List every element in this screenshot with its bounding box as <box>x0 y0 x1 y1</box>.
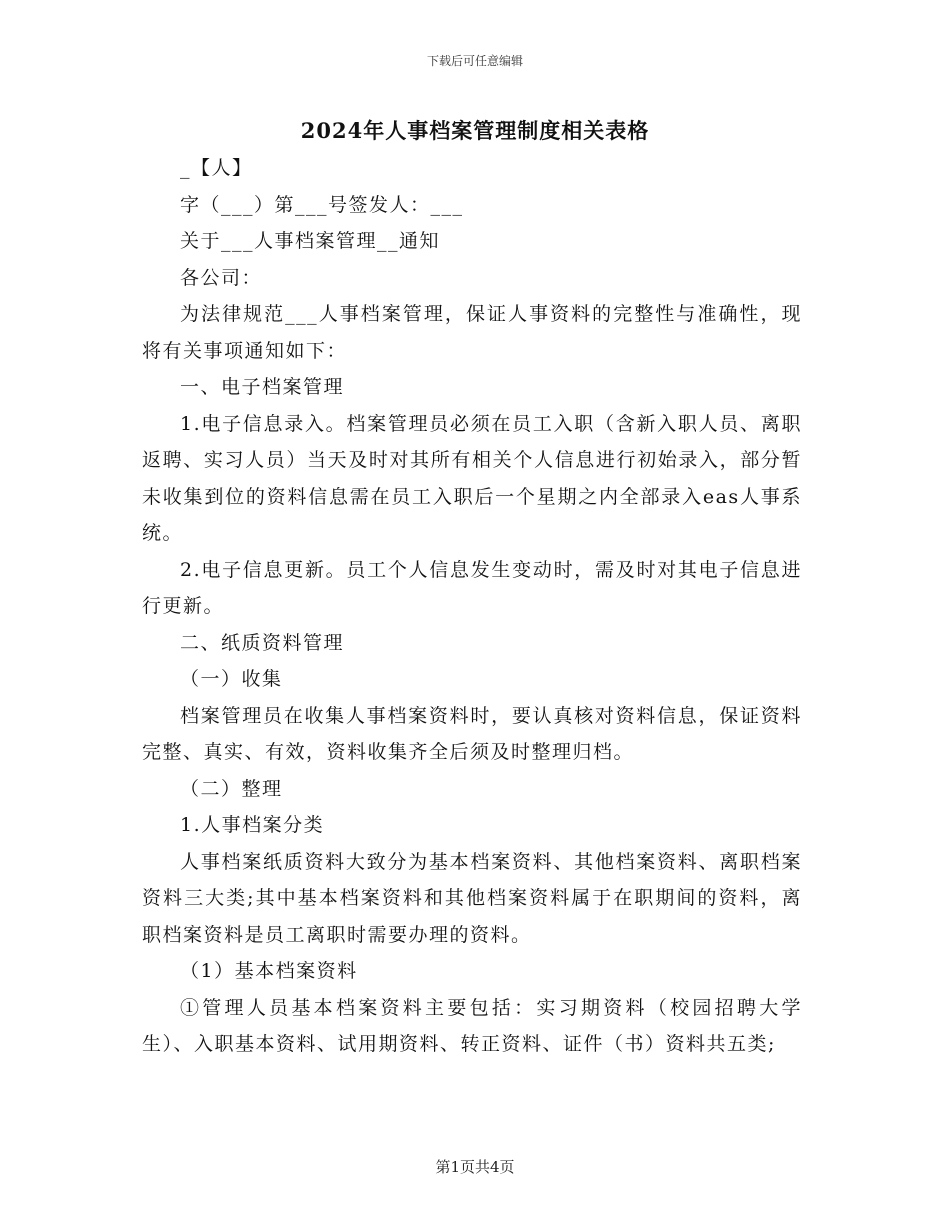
item-heading-classification: 1.人事档案分类 <box>180 814 325 836</box>
page-footer: 第1页共4页 <box>435 1158 515 1176</box>
document-title: 2024年人事档案管理制度相关表格 <box>300 118 650 143</box>
paragraph-classification: 人事档案纸质资料大致分为基本档案资料、其他档案资料、离职档案资料三大类;其中基本档案资料和其他档案资料属于在职期间的资料，离职档案资料是员工离职时需要办理的资料。 <box>142 850 802 946</box>
paragraph-collect: 档案管理员在收集人事档案资料时，要认真核对资料信息，保证资料完整、真实、有效，资料收集齐全后须及时整理归档。 <box>142 704 802 763</box>
paragraph-salutation: 各公司： <box>180 266 263 289</box>
paragraph-intro: 为法律规范___人事档案管理，保证人事资料的完整性与准确性，现将有关事项通知如下： <box>142 303 802 362</box>
paragraph-electronic-update: 2.电子信息更新。员工个人信息发生变动时，需及时对其电子信息进行更新。 <box>142 558 802 617</box>
paragraph-basic-files: ①管理人员基本档案资料主要包括：实习期资料（校园招聘大学生）、入职基本资料、试用期资料、转正资料、证件（书）资料共五类; <box>142 996 802 1055</box>
section-heading-electronic: 一、电子档案管理 <box>180 376 345 398</box>
paragraph-electronic-entry: 1.电子信息录入。档案管理员必须在员工入职（含新入职人员、离职返聘、实习人员）当天及时对其所有相关个人信息进行初始录入，部分暂未收集到位的资料信息需在员工入职后一个星期之内全部录入eas人事系统。 <box>142 412 802 544</box>
page-header: 下载后可任意编辑 <box>426 54 523 68</box>
subsection-heading-organize: （二）整理 <box>180 777 283 800</box>
document-body <box>142 150 802 1063</box>
item-heading-basic-files: （1）基本档案资料 <box>180 960 358 982</box>
paragraph-notice-title: 关于___人事档案管理__通知 <box>180 230 441 252</box>
paragraph-doc-number: 字（___）第___号签发人：___ <box>180 193 464 216</box>
subsection-heading-collect: （一）收集 <box>180 668 283 690</box>
section-heading-paper: 二、纸质资料管理 <box>180 631 345 654</box>
paragraph-issuer: _【人】 <box>180 157 253 179</box>
